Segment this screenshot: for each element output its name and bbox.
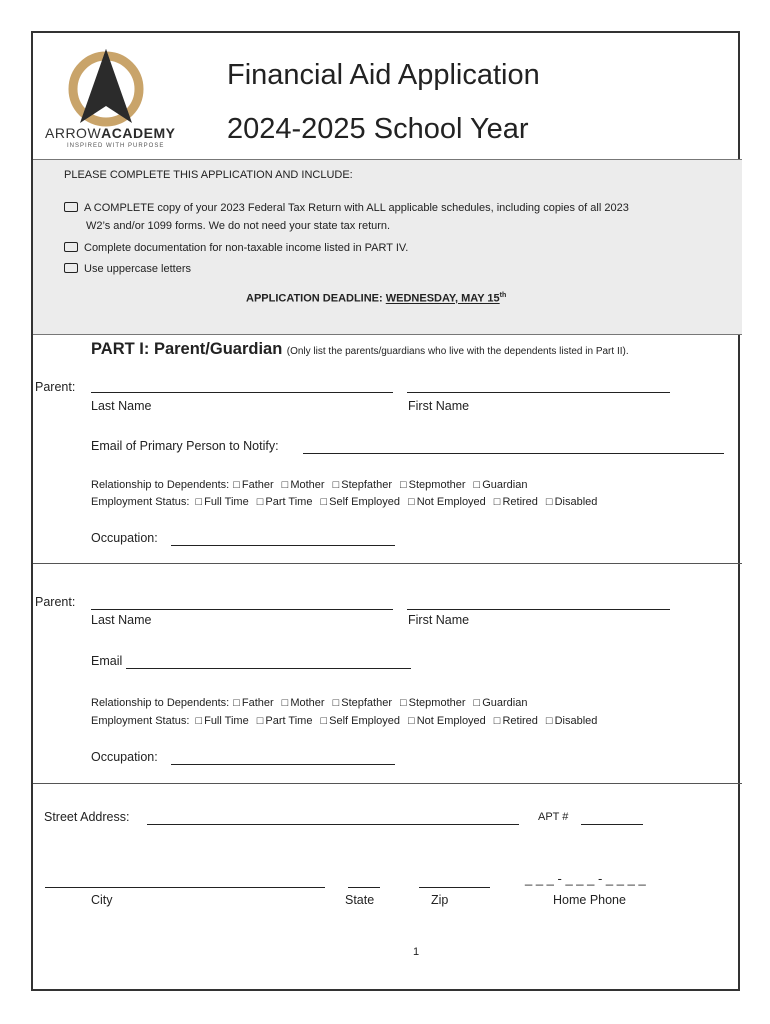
- part1-title: PART I: Parent/Guardian: [91, 340, 283, 358]
- option-not-employed[interactable]: □ Not Employed: [408, 496, 486, 508]
- parent2-last-name-label: Last Name: [91, 613, 152, 627]
- zip-label: Zip: [431, 893, 449, 907]
- option-guardian[interactable]: □ Guardian: [474, 479, 528, 491]
- parent1-occupation-label: Occupation:: [91, 531, 158, 545]
- checkbox-nontaxable-docs[interactable]: [64, 242, 78, 252]
- instruction-item-continued: W2’s and/or 1099 forms. We do not need your state tax return.: [86, 220, 391, 232]
- option-self-employed[interactable]: □ Self Employed: [320, 496, 400, 508]
- option-mother[interactable]: □ Mother: [282, 479, 325, 491]
- logo-text-arrow: ARROW: [45, 125, 102, 141]
- parent2-occupation-field[interactable]: [171, 764, 395, 765]
- option-full-time[interactable]: □ Full Time: [195, 496, 248, 508]
- home-phone-label: Home Phone: [553, 893, 626, 907]
- form-subtitle-year: 2024-2025 School Year: [227, 113, 529, 145]
- parent2-occupation-label: Occupation:: [91, 750, 158, 764]
- parent2-email-label: Email: [91, 654, 123, 668]
- section-divider: [33, 563, 742, 564]
- option-part-time[interactable]: □ Part Time: [257, 496, 313, 508]
- parent2-label: Parent:: [35, 595, 76, 609]
- option-mother[interactable]: □ Mother: [282, 697, 325, 709]
- parent1-relationship: Relationship to Dependents:□ Father□ Mother□ Stepfather□ Stepmother□ Guardian: [91, 479, 535, 491]
- parent1-last-name-field[interactable]: [91, 392, 393, 393]
- checkbox-tax-return[interactable]: [64, 202, 78, 212]
- option-disabled[interactable]: □ Disabled: [546, 715, 597, 727]
- option-stepmother[interactable]: □ Stepmother: [400, 479, 466, 491]
- form-page: [31, 31, 740, 991]
- option-not-employed[interactable]: □ Not Employed: [408, 715, 486, 727]
- city-field[interactable]: [45, 887, 325, 888]
- instructions-heading: PLEASE COMPLETE THIS APPLICATION AND INCLUDE:: [64, 169, 353, 181]
- option-part-time[interactable]: □ Part Time: [257, 715, 313, 727]
- zip-field[interactable]: [419, 887, 490, 888]
- apt-field[interactable]: [581, 824, 643, 825]
- instructions-box: [33, 159, 742, 335]
- parent1-employment: Employment Status:□ Full Time□ Part Time□ Self Employed□ Not Employed□ Retired□ Disabled: [91, 496, 605, 508]
- page-number: 1: [413, 946, 420, 958]
- logo-tagline: INSPIRED WITH PURPOSE: [67, 143, 165, 149]
- option-retired[interactable]: □ Retired: [494, 715, 538, 727]
- option-stepfather[interactable]: □ Stepfather: [333, 479, 392, 491]
- section-divider: [33, 783, 742, 784]
- instruction-item: Complete documentation for non-taxable income listed in PART IV.: [64, 238, 408, 256]
- parent2-last-name-field[interactable]: [91, 609, 393, 610]
- parent1-occupation-field[interactable]: [171, 545, 395, 546]
- part1-note: (Only list the parents/guardians who live with the dependents listed in Part II).: [286, 346, 629, 357]
- application-deadline: APPLICATION DEADLINE: WEDNESDAY, MAY 15th: [246, 292, 507, 305]
- parent2-employment: Employment Status:□ Full Time□ Part Time□ Self Employed□ Not Employed□ Retired□ Disabled: [91, 715, 605, 727]
- part1-heading: [91, 340, 629, 359]
- home-phone-field[interactable]: _ _ _ - _ _ _ - _ _ _ _: [525, 871, 646, 886]
- option-stepfather[interactable]: □ Stepfather: [333, 697, 392, 709]
- parent1-email-label: Email of Primary Person to Notify:: [91, 439, 279, 453]
- arrow-academy-logo: [45, 43, 195, 153]
- state-field[interactable]: [348, 887, 380, 888]
- checkbox-uppercase[interactable]: [64, 263, 78, 273]
- parent1-label: Parent:: [35, 380, 76, 394]
- option-father[interactable]: □ Father: [233, 479, 273, 491]
- instruction-item: A COMPLETE copy of your 2023 Federal Tax Return with ALL applicable schedules, including copies of all 2023: [64, 198, 629, 216]
- parent2-first-name-field[interactable]: [407, 609, 670, 610]
- parent1-first-name-label: First Name: [408, 399, 470, 413]
- instruction-item: Use uppercase letters: [64, 259, 191, 277]
- parent1-last-name-label: Last Name: [91, 399, 152, 413]
- logo-text-academy: ACADEMY: [101, 125, 176, 141]
- option-guardian[interactable]: □ Guardian: [474, 697, 528, 709]
- parent2-email-field[interactable]: [126, 668, 411, 669]
- parent2-first-name-label: First Name: [408, 613, 470, 627]
- street-address-label: Street Address:: [44, 810, 130, 824]
- option-father[interactable]: □ Father: [233, 697, 273, 709]
- city-label: City: [91, 893, 113, 907]
- parent2-relationship: Relationship to Dependents:□ Father□ Mother□ Stepfather□ Stepmother□ Guardian: [91, 697, 535, 709]
- parent1-first-name-field[interactable]: [407, 392, 670, 393]
- form-title: Financial Aid Application: [227, 59, 540, 91]
- option-disabled[interactable]: □ Disabled: [546, 496, 597, 508]
- street-address-field[interactable]: [147, 824, 519, 825]
- option-retired[interactable]: □ Retired: [494, 496, 538, 508]
- parent1-email-field[interactable]: [303, 453, 724, 454]
- option-stepmother[interactable]: □ Stepmother: [400, 697, 466, 709]
- option-self-employed[interactable]: □ Self Employed: [320, 715, 400, 727]
- state-label: State: [345, 893, 375, 907]
- apt-label: APT #: [538, 811, 569, 823]
- option-full-time[interactable]: □ Full Time: [195, 715, 248, 727]
